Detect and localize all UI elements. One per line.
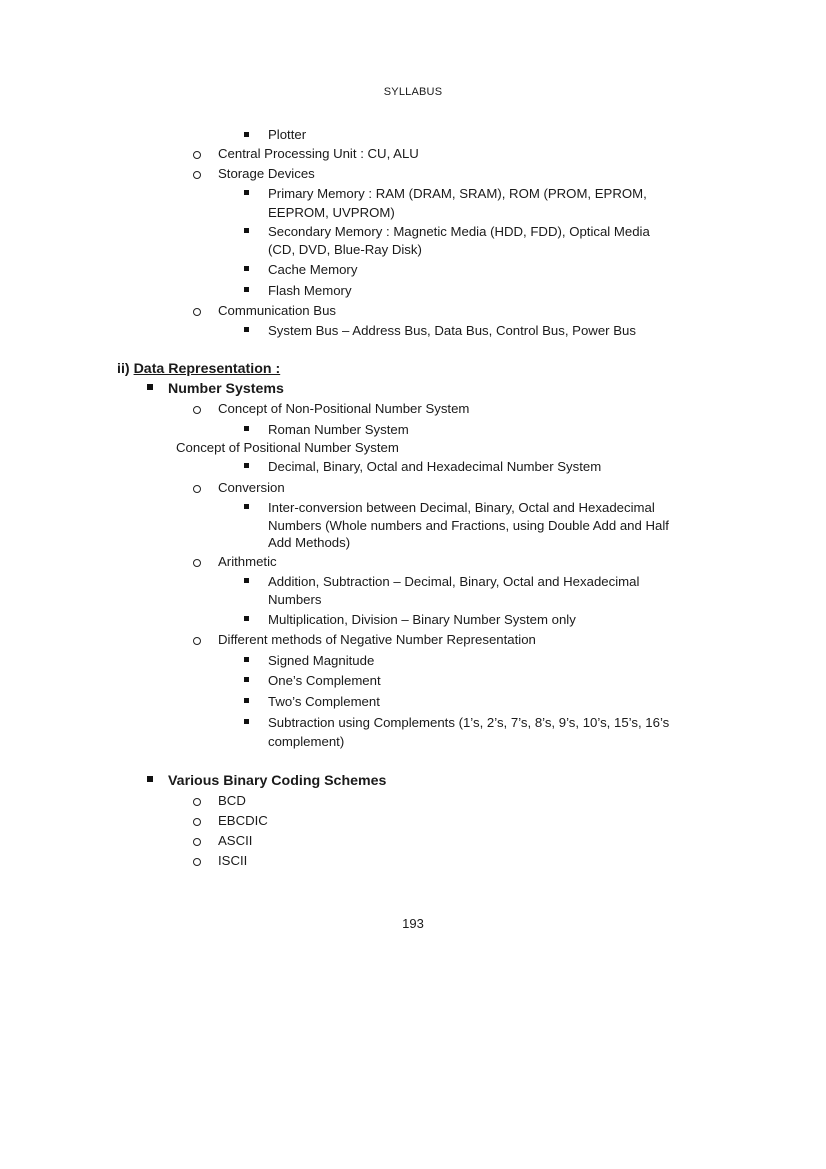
list-item: Multiplication, Division – Binary Number System only [268,612,576,627]
list-item-continuation: Numbers [268,592,322,607]
square-bullet-icon [244,719,249,724]
square-bullet-icon [244,287,249,292]
square-bullet-icon [244,228,249,233]
list-item-continuation: complement) [268,734,345,749]
square-bullet-icon [244,266,249,271]
section-number: ii) [117,361,130,377]
list-item-continuation: Add Methods) [268,535,351,550]
square-bullet-icon [244,616,249,621]
square-bullet-icon [244,463,249,468]
square-bullet-icon [244,327,249,332]
list-item: Roman Number System [268,422,409,437]
list-item: Flash Memory [268,283,352,298]
list-item: Signed Magnitude [268,653,375,668]
circle-bullet-icon [193,406,201,414]
list-item: System Bus – Address Bus, Data Bus, Control Bus, Power Bus [268,323,636,338]
list-item: Subtraction using Complements (1’s, 2’s, 7’s, 8’s, 9’s, 10’s, 15’s, 16’s [268,715,670,730]
square-bullet-icon [147,776,153,782]
list-item: Arithmetic [218,554,277,569]
section-title: Data Representation : [133,361,281,377]
square-bullet-icon [244,677,249,682]
list-item: Storage Devices [218,166,315,181]
list-item: Inter-conversion between Decimal, Binary, Octal and Hexadecimal [268,500,655,515]
list-item-continuation: EEPROM, UVPROM) [268,205,395,220]
circle-bullet-icon [193,171,201,179]
circle-bullet-icon [193,485,201,493]
list-item: BCD [218,793,246,808]
square-bullet-icon [244,190,249,195]
square-bullet-icon [244,657,249,662]
list-item: Decimal, Binary, Octal and Hexadecimal Number System [268,459,602,474]
circle-bullet-icon [193,838,201,846]
square-bullet-icon [244,578,249,583]
list-item: One’s Complement [268,673,381,688]
list-item: ASCII [218,833,253,848]
list-item: Addition, Subtraction – Decimal, Binary, Octal and Hexadecimal [268,574,640,589]
list-item: Primary Memory : RAM (DRAM, SRAM), ROM (PROM, EPROM, [268,186,647,201]
list-item: Central Processing Unit : CU, ALU [218,146,419,161]
list-item-continuation: (CD, DVD, Blue-Ray Disk) [268,242,422,257]
circle-bullet-icon [193,637,201,645]
page-number: 193 [402,916,424,931]
square-bullet-icon [244,504,249,509]
circle-bullet-icon [193,798,201,806]
section-heading [117,360,280,378]
circle-bullet-icon [193,818,201,826]
circle-bullet-icon [193,559,201,567]
square-bullet-icon [147,384,153,390]
circle-bullet-icon [193,858,201,866]
list-item: Communication Bus [218,303,337,318]
list-item: Conversion [218,480,285,495]
square-bullet-icon [244,426,249,431]
list-item: EBCDIC [218,813,268,828]
subheading: Various Binary Coding Schemes [168,773,387,789]
list-item-continuation: Numbers (Whole numbers and Fractions, using Double Add and Half [268,518,669,533]
list-item: Concept of Positional Number System [176,440,399,455]
list-item: Cache Memory [268,262,358,277]
list-item: ISCII [218,853,248,868]
page-header: SYLLABUS [383,86,443,98]
square-bullet-icon [244,698,249,703]
square-bullet-icon [244,132,249,137]
subheading: Number Systems [168,381,284,397]
list-item: Different methods of Negative Number Representation [218,632,536,647]
list-item: Concept of Non-Positional Number System [218,401,470,416]
list-item: Secondary Memory : Magnetic Media (HDD, FDD), Optical Media [268,224,650,239]
circle-bullet-icon [193,308,201,316]
list-item: Two’s Complement [268,694,380,709]
circle-bullet-icon [193,151,201,159]
list-item: Plotter [268,127,307,142]
